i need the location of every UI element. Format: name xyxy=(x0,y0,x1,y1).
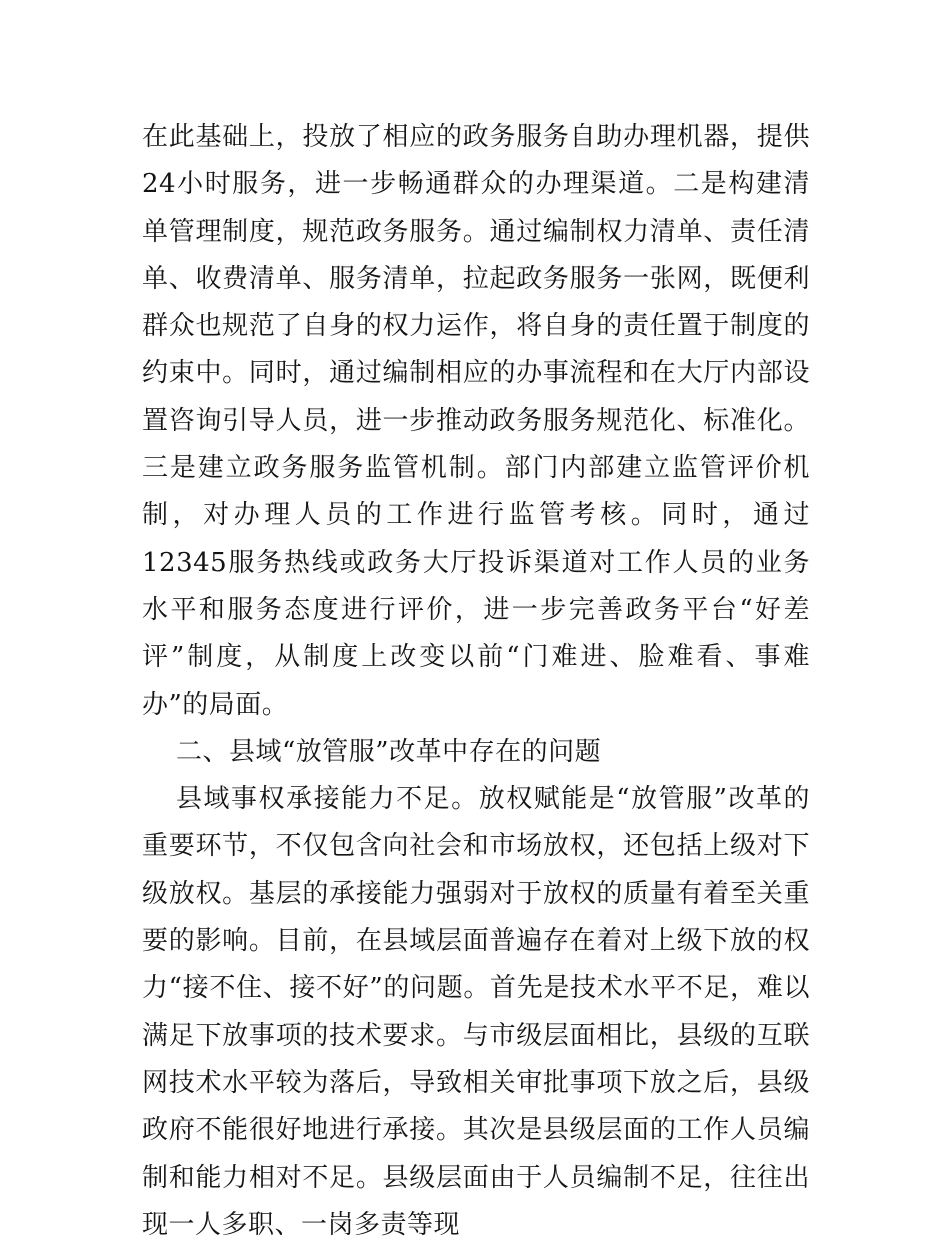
document-body xyxy=(142,114,810,1249)
paragraph-capacity-issues: 县域事权承接能力不足。放权赋能是“放管服”改革的重要环节，不仅包含向社会和市场放权，还包括上级对下级放权。基层的承接能力强弱对于放权的质量有着至关重要的影响。目前，在县域层面普遍存在着对上级下放的权力“接不住、接不好”的问题。首先是技术水平不足，难以满足下放事项的技术要求。与市级层面相比，县级的互联网技术水平较为落后，导致相关审批事项下放之后，县级政府不能很好地进行承接。其次是县级层面的工作人员编制和能力相对不足。县级层面由于人员编制不足，往往出现一人多职、一岗多责等现 xyxy=(142,784,810,1240)
paragraph-service-measures: 在此基础上，投放了相应的政务服务自助办理机器，提供24小时服务，进一步畅通群众的办理渠道。二是构建清单管理制度，规范政务服务。通过编制权力清单、责任清单、收费清单、服务清单，拉起政务服务一张网，既便利群众也规范了自身的权力运作，将自身的责任置于制度的约束中。同时，通过编制相应的办事流程和在大厅内部设置咨询引导人员，进一步推动政务服务规范化、标准化。三是建立政务服务监管机制。部门内部建立监管评价机制，对办理人员的工作进行监管考核。同时，通过12345服务热线或政务大厅投诉渠道对工作人员的业务水平和服务态度进行评价，进一步完善政务平台“好差评”制度，从制度上改变以前“门难进、脸难看、事难办”的局面。 xyxy=(142,122,810,720)
section-heading-problems: 二、县域“放管服”改革中存在的问题 xyxy=(176,736,602,767)
